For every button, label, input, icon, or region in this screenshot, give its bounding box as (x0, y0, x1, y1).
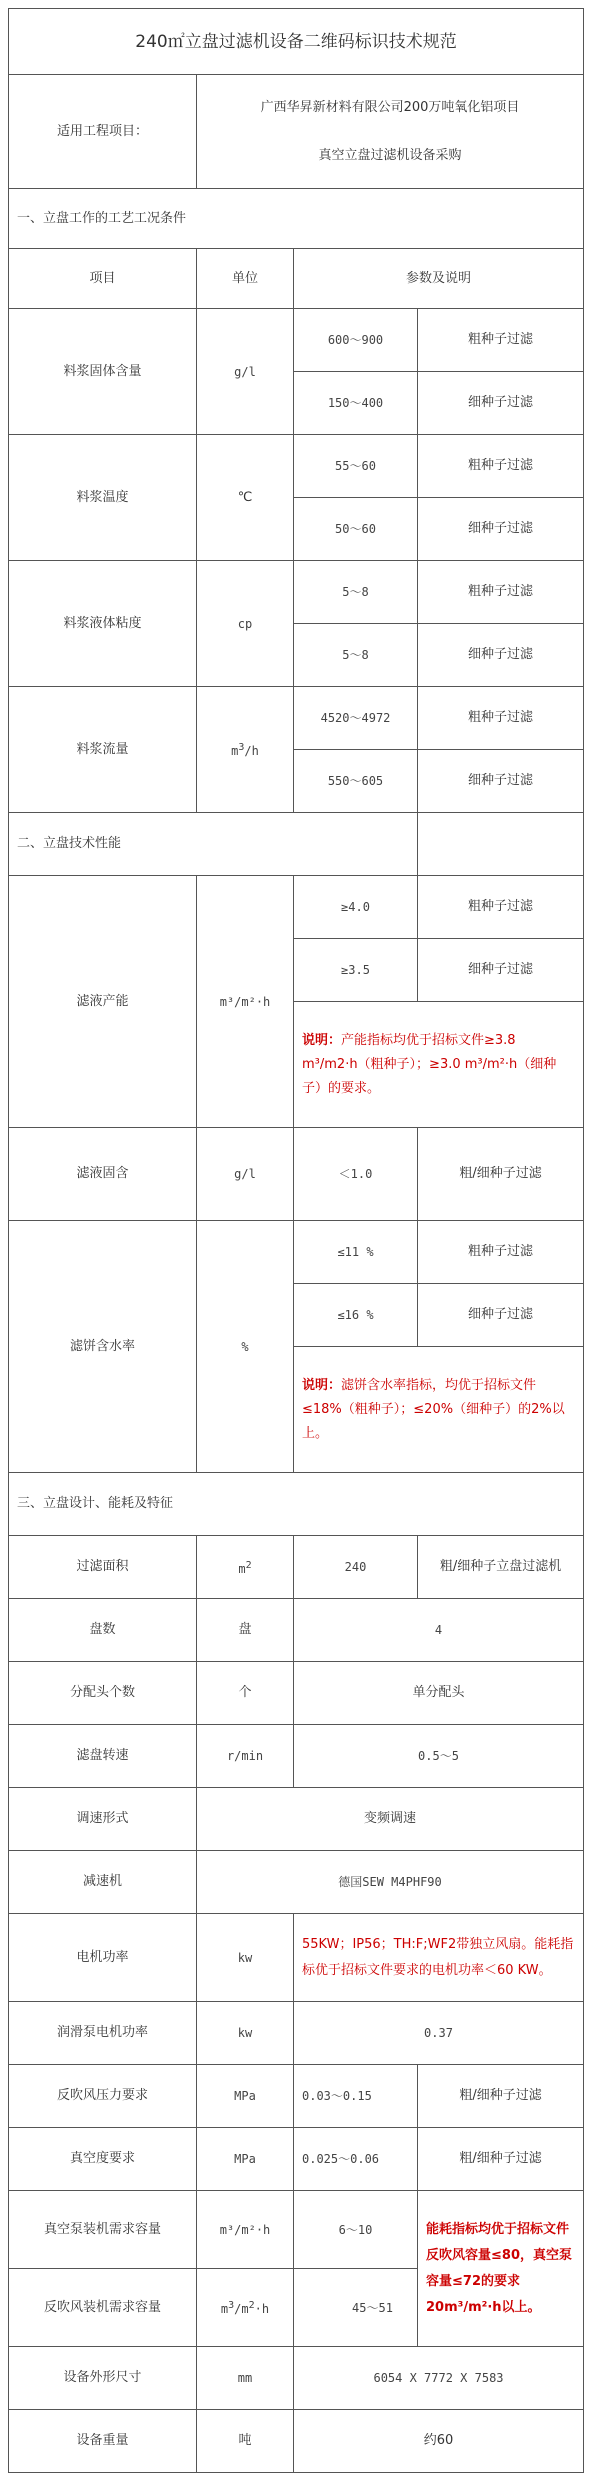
blower-unit-tail: ·h (254, 2302, 270, 2316)
capacity-value-2: ≥3.5 (294, 939, 418, 1002)
heads-row (9, 1662, 584, 1725)
regulation-value: 变频调速 (197, 1788, 584, 1851)
temp-name: 料浆温度 (9, 435, 197, 561)
capacity-row-1 (9, 876, 584, 939)
header-item: 项目 (9, 249, 197, 309)
moisture-value-1: ≤11 % (294, 1221, 418, 1284)
dims-row (9, 2347, 584, 2410)
blowback-desc: 粗/细种子过滤 (418, 2065, 584, 2128)
reducer-name: 减速机 (9, 1851, 197, 1914)
blowback-value: 0.03～0.15 (294, 2065, 418, 2128)
spec-table (8, 8, 584, 2473)
project-value (197, 75, 584, 189)
heads-unit: 个 (197, 1662, 294, 1725)
vacuum-name: 真空度要求 (9, 2128, 197, 2191)
lube-value: 0.37 (294, 2002, 584, 2065)
capacity-desc-1: 粗种子过滤 (418, 876, 584, 939)
reducer-value: 德国SEW M4PHF90 (197, 1851, 584, 1914)
solids-value: ＜1.0 (294, 1128, 418, 1221)
lube-unit: kw (197, 2002, 294, 2065)
motor-row (9, 1914, 584, 2002)
project-label: 适用工程项目： (9, 75, 197, 189)
lube-name: 润滑泵电机功率 (9, 2002, 197, 2065)
area-desc: 粗/细种子立盘过滤机 (418, 1536, 584, 1599)
moisture-note-text: 滤饼含水率指标，均优于招标文件≤18%（粗种子）；≤20%（细种子）的2%以上。 (302, 1377, 565, 1441)
temp-value-2: 50～60 (294, 498, 418, 561)
visc-row-1 (9, 561, 584, 624)
solid-unit: g/l (197, 309, 294, 435)
weight-row (9, 2410, 584, 2473)
discs-name: 盘数 (9, 1599, 197, 1662)
lube-row (9, 2002, 584, 2065)
visc-value-2: 5～8 (294, 624, 418, 687)
capacity-note (294, 1002, 584, 1128)
vacpump-unit: m³/m²·h (197, 2191, 294, 2269)
flow-row-1 (9, 687, 584, 750)
solid-value-1: 600～900 (294, 309, 418, 372)
area-value: 240 (294, 1536, 418, 1599)
moisture-value-2: ≤16 % (294, 1284, 418, 1347)
vacuum-row (9, 2128, 584, 2191)
temp-unit: ℃ (197, 435, 294, 561)
moisture-note-label: 说明： (302, 1377, 342, 1393)
project-line-2: 真空立盘过滤机设备采购 (318, 147, 462, 163)
vacpump-row (9, 2191, 584, 2269)
area-unit-base: m (238, 1561, 246, 1576)
vacpump-name: 真空泵装机需求容量 (9, 2191, 197, 2269)
dims-unit: mm (197, 2347, 294, 2410)
capacity-value-1: ≥4.0 (294, 876, 418, 939)
moisture-unit: % (197, 1221, 294, 1473)
flow-name: 料浆流量 (9, 687, 197, 813)
energy-note: 能耗指标均优于招标文件反吹风容量≤80，真空泵容量≤72的要求20m³/m²·h以上。 (418, 2191, 584, 2347)
solids-unit: g/l (197, 1128, 294, 1221)
flow-desc-1: 粗种子过滤 (418, 687, 584, 750)
temp-desc-2: 细种子过滤 (418, 498, 584, 561)
document-title: 240㎡立盘过滤机设备二维码标识技术规范 (9, 9, 584, 75)
solid-row-1 (9, 309, 584, 372)
moisture-desc-2: 细种子过滤 (418, 1284, 584, 1347)
flow-desc-2: 细种子过滤 (418, 750, 584, 813)
solid-desc-2: 细种子过滤 (418, 372, 584, 435)
vacuum-value: 0.025～0.06 (294, 2128, 418, 2191)
area-name: 过滤面积 (9, 1536, 197, 1599)
visc-name: 料浆液体粘度 (9, 561, 197, 687)
capacity-name: 滤液产能 (9, 876, 197, 1128)
motor-unit: kw (197, 1914, 294, 2002)
blower-unit-base: m (220, 2302, 229, 2316)
discs-value: 4 (294, 1599, 584, 1662)
flow-unit-sup: 3 (238, 742, 245, 753)
solid-value-2: 150～400 (294, 372, 418, 435)
moisture-row-1 (9, 1221, 584, 1284)
motor-name: 电机功率 (9, 1914, 197, 2002)
moisture-note (294, 1347, 584, 1473)
section-3-heading: 三、立盘设计、能耗及特征 (9, 1473, 584, 1536)
blower-name: 反吹风装机需求容量 (9, 2269, 197, 2347)
area-row (9, 1536, 584, 1599)
section-1-row (9, 189, 584, 249)
section-1-heading: 一、立盘工作的工艺工况条件 (9, 189, 584, 249)
solid-desc-1: 粗种子过滤 (418, 309, 584, 372)
solids-name: 滤液固含 (9, 1128, 197, 1221)
header-unit: 单位 (197, 249, 294, 309)
capacity-unit: m³/m²·h (197, 876, 294, 1128)
weight-unit: 吨 (197, 2410, 294, 2473)
section-3-row (9, 1473, 584, 1536)
solids-row (9, 1128, 584, 1221)
motor-value: 55KW；IP56；TH:F;WF2带独立风扇。能耗指标优于招标文件要求的电机功率＜60 KW。 (294, 1914, 584, 2002)
reducer-row (9, 1851, 584, 1914)
blower-unit-sup-1: 3 (228, 2300, 235, 2311)
blowback-name: 反吹风压力要求 (9, 2065, 197, 2128)
visc-desc-1: 粗种子过滤 (418, 561, 584, 624)
regulation-row (9, 1788, 584, 1851)
vacpump-value: 6～10 (294, 2191, 418, 2269)
flow-unit-base: m (231, 744, 239, 758)
title-row (9, 9, 584, 75)
speed-name: 滤盘转速 (9, 1725, 197, 1788)
section-2-row (9, 813, 584, 876)
blowback-row (9, 2065, 584, 2128)
section-2-heading: 二、立盘技术性能 (9, 813, 418, 876)
flow-value-2: 550～605 (294, 750, 418, 813)
header-row (9, 249, 584, 309)
capacity-note-label: 说明： (302, 1032, 342, 1048)
project-row (9, 75, 584, 189)
vacuum-unit: MPa (197, 2128, 294, 2191)
heads-name: 分配头个数 (9, 1662, 197, 1725)
speed-row (9, 1725, 584, 1788)
project-line-1: 广西华昇新材料有限公司200万吨氧化铝项目 (260, 99, 520, 115)
moisture-desc-1: 粗种子过滤 (418, 1221, 584, 1284)
vacuum-desc: 粗/细种子过滤 (418, 2128, 584, 2191)
temp-desc-1: 粗种子过滤 (418, 435, 584, 498)
discs-row (9, 1599, 584, 1662)
weight-name: 设备重量 (9, 2410, 197, 2473)
flow-unit (197, 687, 294, 813)
dims-name: 设备外形尺寸 (9, 2347, 197, 2410)
speed-value: 0.5～5 (294, 1725, 584, 1788)
blowback-unit: MPa (197, 2065, 294, 2128)
capacity-note-text: 产能指标均优于招标文件≥3.8 m³/m2·h（粗种子）；≥3.0 m³/m²·h（细种子）的要求。 (302, 1032, 557, 1096)
visc-unit: cp (197, 561, 294, 687)
visc-value-1: 5～8 (294, 561, 418, 624)
blower-unit (197, 2269, 294, 2347)
visc-desc-2: 细种子过滤 (418, 624, 584, 687)
capacity-desc-2: 细种子过滤 (418, 939, 584, 1002)
temp-value-1: 55～60 (294, 435, 418, 498)
blower-value: 45～51 (294, 2269, 418, 2347)
section-2-empty-cell (418, 813, 584, 876)
solids-desc: 粗/细种子过滤 (418, 1128, 584, 1221)
weight-value: 约60 (294, 2410, 584, 2473)
header-param: 参数及说明 (294, 249, 584, 309)
solid-name: 料浆固体含量 (9, 309, 197, 435)
speed-unit: r/min (197, 1725, 294, 1788)
blower-unit-mid: /m (234, 2302, 249, 2316)
heads-value: 单分配头 (294, 1662, 584, 1725)
dims-value: 6054 X 7772 X 7583 (294, 2347, 584, 2410)
flow-unit-tail: /h (244, 744, 259, 758)
area-unit (197, 1536, 294, 1599)
moisture-name: 滤饼含水率 (9, 1221, 197, 1473)
flow-value-1: 4520～4972 (294, 687, 418, 750)
discs-unit: 盘 (197, 1599, 294, 1662)
regulation-name: 调速形式 (9, 1788, 197, 1851)
area-unit-sup: 2 (245, 1559, 252, 1571)
blower-unit-sup-2: 2 (248, 2300, 255, 2311)
temp-row-1 (9, 435, 584, 498)
